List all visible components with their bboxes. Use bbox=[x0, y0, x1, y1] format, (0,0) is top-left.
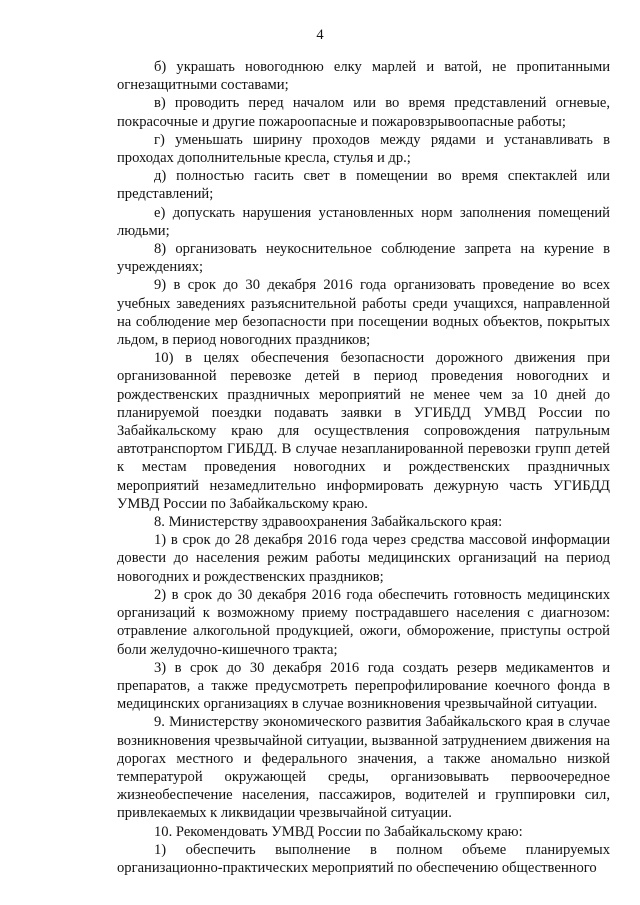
paragraph-6b: б) украшать новогоднюю елку марлей и ватой, не пропитанными огнезащитными составами; bbox=[117, 59, 610, 94]
section-8-heading: 8. Министерству здравоохранения Забайкальского края: bbox=[154, 514, 503, 531]
paragraph-8-3: 3) в срок до 30 декабря 2016 года создать резерв медикаментов и препаратов, а также предусмотреть перепрофилирование коечного фонда в медицинских организациях в случае возникновения чрезвычайной ситуации. bbox=[117, 659, 610, 713]
section-10-heading: 10. Рекомендовать УМВД России по Забайкальскому краю: bbox=[154, 823, 523, 840]
paragraph-6g: г) уменьшать ширину проходов между рядами и устанавливать в проходах дополнительные кресла, стулья и др.; bbox=[117, 131, 610, 167]
paragraph-item-10: 10) в целях обеспечения безопасности дорожного движения при организованной перевозке детей в период проведения новогодних и рождественских праздничных мероприятий не менее чем за 10 дней до планируемой поездки подавать заявки в УГИБДД УМВД России по Забайкальскому краю для осуществления сопровождения патрульным автотранспортом ГИБДД. В случае незапланированной перевозки групп детей к местам проведения новогодних и рождественских праздничных мероприятий незамедлительно информировать дежурную часть УГИБДД УМВД России по Забайкальскому краю. bbox=[117, 350, 610, 512]
page-number: 4 bbox=[316, 27, 324, 43]
document-body bbox=[117, 58, 610, 877]
paragraph-8-1: 1) в срок до 28 декабря 2016 года через средства массовой информации довести до населения режим работы медицинских организаций на период новогодних и рождественских праздников; bbox=[117, 532, 610, 585]
paragraph-6d: д) полностью гасить свет в помещении во время спектаклей или представлений; bbox=[117, 168, 610, 203]
paragraph-item-9: 9) в срок до 30 декабря 2016 года организовать проведение во всех учебных заведениях разъяснительной работы среди учащихся, направленной на соблюдение мер безопасности при посещении водных объектов, покрытых льдом, в период новогодних праздников; bbox=[117, 277, 610, 349]
paragraph-6v: в) проводить перед началом или во время представлений огневые, покрасочные и другие пожароопасные и пожаровзрывоопасные работы; bbox=[117, 95, 610, 130]
paragraph-6e: е) допускать нарушения установленных норм заполнения помещений людьми; bbox=[117, 204, 610, 239]
paragraph-item-8: 8) организовать неукоснительное соблюдение запрета на курение в учреждениях; bbox=[117, 241, 610, 276]
paragraph-8-2: 2) в срок до 30 декабря 2016 года обеспечить готовность медицинских организаций к возможному приему пострадавшего населения с диагнозом: отравление алкогольной продукцией, ожоги, обморожение, приступы острой боли желудочно-кишечного тракта; bbox=[117, 586, 610, 658]
section-9-paragraph: 9. Министерству экономического развития Забайкальского края в случае возникновения чрезвычайной ситуации, вызванной затруднением движения на дорогах местного и федерального значения, а также аномально низкой температурой окружающей среды, организовывать первоочередное жизнеобеспечение населения, пассажиров, водителей и группировки сил, привлекаемых к ликвидации чрезвычайной ситуации. bbox=[117, 714, 610, 822]
paragraph-10-1: 1) обеспечить выполнение в полном объеме планируемых организационно-практических мероприятий по обеспечению общественного bbox=[117, 841, 610, 876]
